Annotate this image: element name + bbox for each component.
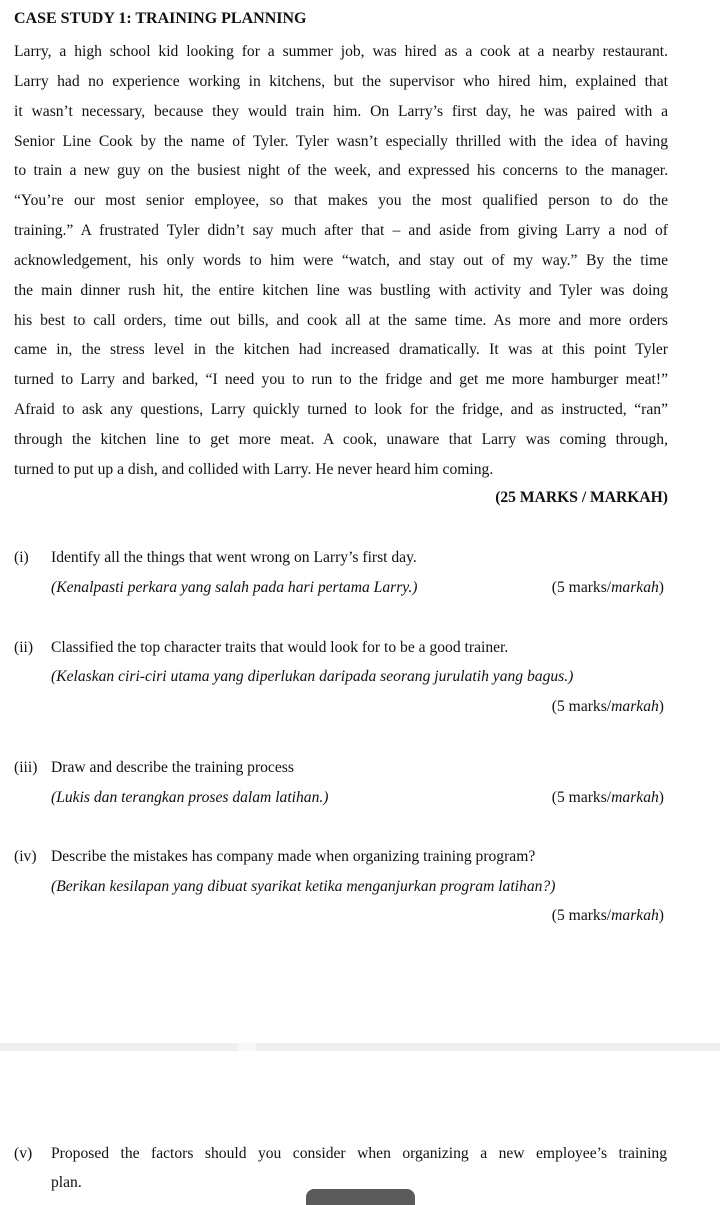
question-marks: (5 marks/markah) bbox=[551, 698, 664, 715]
question-number: (i) bbox=[14, 549, 29, 566]
question-text: Classified the top character traits that would look for to be a good trainer. bbox=[51, 639, 509, 656]
case-study-title: CASE STUDY 1: TRAINING PLANNING bbox=[14, 10, 307, 27]
question-text: Proposed the factors should you consider when organizing a new employee’s training bbox=[51, 1145, 667, 1162]
question-text: Draw and describe the training process bbox=[51, 759, 294, 776]
paragraph-line: turned to Larry and barked, “I need you to run to the fridge and get me more hamburger meat!” bbox=[14, 371, 668, 388]
paragraph-line: Senior Line Cook by the name of Tyler. Tyler wasn’t especially thrilled with the idea of having bbox=[14, 133, 668, 150]
paragraph-line: Afraid to ask any questions, Larry quickly turned to look for the fridge, and as instructed, “ran” bbox=[14, 401, 668, 418]
question-text-continued: plan. bbox=[51, 1174, 82, 1191]
question-marks: (5 marks/markah) bbox=[551, 579, 664, 596]
paragraph-line: turned to put up a dish, and collided with Larry. He never heard him coming. bbox=[14, 461, 494, 478]
paragraph-line: his best to call orders, time out bills, and cook all at the same time. As more and more orders bbox=[14, 312, 668, 329]
question-text: Identify all the things that went wrong on Larry’s first day. bbox=[51, 549, 417, 566]
question-text: Describe the mistakes has company made when organizing training program? bbox=[51, 848, 536, 865]
paragraph-line: the main dinner rush hit, the entire kitchen line was bustling with activity and Tyler was doing bbox=[14, 282, 668, 299]
question-marks: (5 marks/markah) bbox=[551, 789, 664, 806]
paragraph-line: acknowledgement, his only words to him were “watch, and stay out of my way.” By the time bbox=[14, 252, 668, 269]
paragraph-line: training.” A frustrated Tyler didn’t say much after that – and aside from giving Larry a nod of bbox=[14, 222, 668, 239]
question-translation: (Lukis dan terangkan proses dalam latihan.) bbox=[51, 789, 329, 806]
bottom-handle-tab[interactable] bbox=[306, 1189, 415, 1205]
question-translation: (Kelaskan ciri-ciri utama yang diperlukan daripada seorang jurulatih yang bagus.) bbox=[51, 668, 574, 685]
question-number: (iv) bbox=[14, 848, 37, 865]
page-separator bbox=[0, 1043, 720, 1051]
question-translation: (Berikan kesilapan yang dibuat syarikat ketika menganjurkan program latihan?) bbox=[51, 878, 556, 895]
paragraph-line: Larry had no experience working in kitchens, but the supervisor who hired him, explained that bbox=[14, 73, 668, 90]
paragraph-line: came in, the stress level in the kitchen had increased dramatically. It was at this point Tyler bbox=[14, 341, 668, 358]
question-number: (v) bbox=[14, 1145, 33, 1162]
paragraph-line: Larry, a high school kid looking for a summer job, was hired as a cook at a nearby restaurant. bbox=[14, 43, 668, 60]
question-number: (iii) bbox=[14, 759, 38, 776]
paragraph-line: “You’re our most senior employee, so that makes you the most qualified person to do the bbox=[14, 192, 668, 209]
paragraph-line: it wasn’t necessary, because they would train him. On Larry’s first day, he was paired with a bbox=[14, 103, 668, 120]
total-marks: (25 MARKS / MARKAH) bbox=[495, 489, 668, 506]
paragraph-line: to train a new guy on the busiest night of the week, and expressed his concerns to the manager. bbox=[14, 162, 668, 179]
question-number: (ii) bbox=[14, 639, 34, 656]
page-separator-notch bbox=[238, 1043, 256, 1051]
question-marks: (5 marks/markah) bbox=[551, 907, 664, 924]
paragraph-line: through the kitchen line to get more meat. A cook, unaware that Larry was coming through, bbox=[14, 431, 668, 448]
question-translation: (Kenalpasti perkara yang salah pada hari pertama Larry.) bbox=[51, 579, 418, 596]
